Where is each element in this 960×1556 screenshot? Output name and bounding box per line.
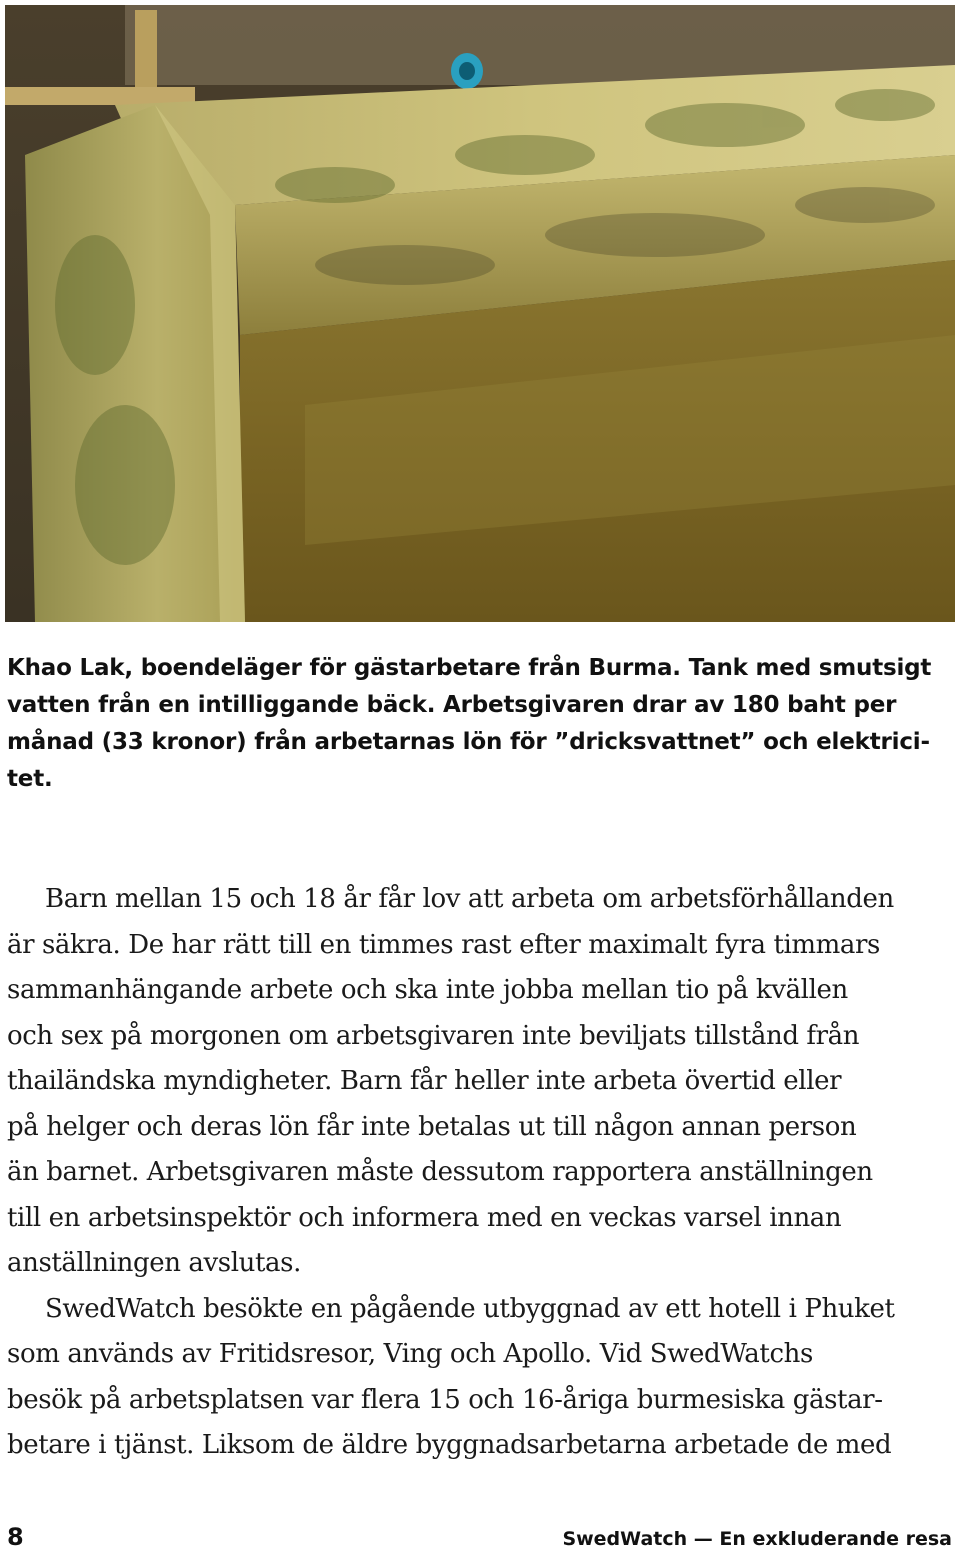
body-line: Barn mellan 15 och 18 år får lov att arbeta om arbetsförhållanden	[45, 884, 894, 914]
body-paragraphs	[7, 877, 952, 1469]
body-line: till en arbetsinspektör och informera med en veckas varsel innan	[7, 1202, 842, 1233]
caption-line: månad (33 kronor) från arbetarnas lön för ”dricksvattnet” och elektrici-	[7, 729, 930, 755]
running-footer-title: SwedWatch — En exkluderande resa	[562, 1528, 952, 1550]
body-line: anställningen avslutas.	[7, 1248, 301, 1278]
photo-caption	[7, 650, 952, 798]
body-line: sammanhängande arbete och ska inte jobba mellan tio på kvällen	[7, 975, 848, 1005]
water-tank-image	[5, 5, 955, 622]
caption-line: tet.	[7, 766, 53, 792]
body-line: är säkra. De har rätt till en timmes rast efter maximalt fyra timmars	[7, 929, 880, 960]
body-line: besök på arbetsplatsen var flera 15 och 16-åriga burmesiska gästar-	[7, 1384, 883, 1415]
body-line: och sex på morgonen om arbetsgivaren inte beviljats tillstånd från	[7, 1020, 860, 1051]
body-line: betare i tjänst. Liksom de äldre byggnadsarbetarna arbetade de med	[7, 1430, 892, 1460]
caption-line: vatten från en intilliggande bäck. Arbetsgivaren drar av 180 baht per	[7, 692, 897, 718]
body-line: SwedWatch besökte en pågående utbyggnad av ett hotell i Phuket	[45, 1293, 895, 1324]
page-number: 8	[7, 1523, 24, 1551]
caption-line: Khao Lak, boendeläger för gästarbetare från Burma. Tank med smutsigt	[7, 655, 932, 681]
body-line: på helger och deras lön får inte betalas ut till någon annan person	[7, 1111, 857, 1142]
photo-water-tank	[5, 5, 955, 622]
body-line: än barnet. Arbetsgivaren måste dessutom rapportera anställningen	[7, 1157, 873, 1187]
body-line: som används av Fritidsresor, Ving och Apollo. Vid SwedWatchs	[7, 1339, 813, 1369]
body-line: thailändska myndigheter. Barn får heller inte arbeta övertid eller	[7, 1066, 842, 1096]
